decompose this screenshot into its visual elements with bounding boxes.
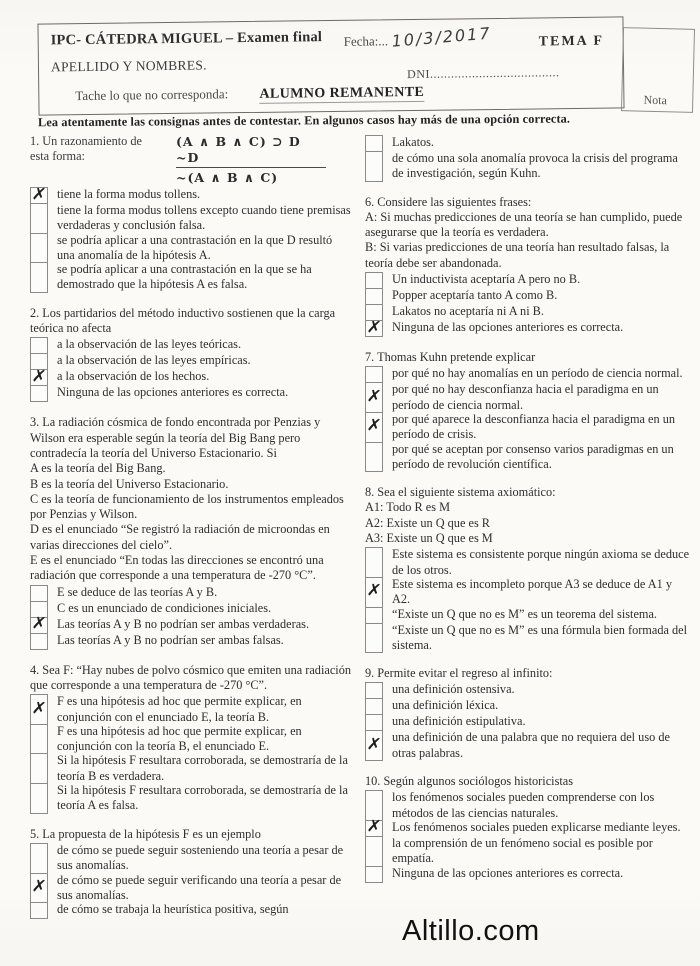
question-columns: [30, 134, 692, 932]
formula-line: (A ∧ B ∧ C) ⊃ D: [176, 134, 301, 149]
tache-row: [75, 84, 424, 105]
question-stem: D es el enunciado “Se registró la radiación de microondas en varias direcciones del cielo”.: [30, 522, 330, 552]
option-label: una definición estipulativa.: [392, 714, 526, 729]
question-q5: [30, 827, 352, 919]
left-column: [30, 134, 352, 932]
option-label: se podría aplicar a una contrastación en la que se ha demostrado que la hipótesis A es falsa.: [57, 262, 312, 292]
option-list: [30, 694, 352, 813]
option-label: Ninguna de las opciones anteriores es correcta.: [57, 385, 289, 400]
option-label: “Existe un Q que no es M” es un teorema del sistema.: [392, 606, 657, 621]
option-label: a la observación de los hechos.: [57, 369, 210, 384]
option-label: por qué no hay desconfianza hacia el paradigma en un período de ciencia normal.: [392, 382, 659, 412]
question-stem: C es la teoría de funcionamiento de los instrumentos empleados por Penzias y Wilson.: [30, 491, 344, 522]
option-list: [30, 183, 352, 293]
option-row: [365, 682, 692, 699]
option-row: [30, 783, 352, 814]
option-row: [365, 382, 692, 413]
question-q3: [30, 415, 352, 649]
question-stem: A3: Existe un Q que es M: [365, 531, 493, 546]
checkbox-unchecked: [30, 843, 48, 874]
exam-title: IPC- CÁTEDRA MIGUEL – Examen final: [50, 29, 323, 49]
question-stem: 8. Sea el siguiente sistema axiomático:: [365, 485, 556, 500]
option-row: [30, 873, 352, 904]
option-row: [365, 442, 692, 473]
option-row: [365, 135, 692, 152]
x-mark-icon: ✗: [365, 316, 383, 339]
option-row: [30, 633, 352, 650]
question-stem: 4. Sea F: “Hay nubes de polvo cósmico que emiten una radiación que corresponde a una temperatura de -270 °C”.: [30, 662, 351, 692]
option-label: F es una hipótesis ad hoc que permite explicar, en conjunción con la teoría B, el enunciado E.: [57, 723, 302, 754]
option-label: Este sistema es consistente porque ningún axioma se deduce de los otros.: [392, 547, 690, 577]
checkbox-unchecked: [365, 288, 383, 305]
question-stem: B: Si varias predicciones de una teoría han resultado falsas, la teoría debe ser abandonada.: [365, 240, 670, 270]
formula-line: ~(A ∧ B ∧ C): [176, 170, 279, 185]
question-q7: [365, 350, 692, 472]
fecha-field: [343, 23, 492, 51]
checkbox-checked: [365, 577, 383, 608]
option-row: [30, 262, 352, 293]
option-row: [30, 613, 352, 635]
checkbox-unchecked: [30, 783, 48, 814]
option-row: [30, 183, 352, 206]
option-list: [365, 272, 692, 337]
checkbox-checked: [365, 730, 383, 761]
option-list: [365, 366, 692, 472]
logic-formula: [158, 134, 352, 186]
fecha-label: Fecha:...: [343, 33, 389, 49]
checkbox-unchecked: [365, 714, 383, 731]
nota-grade-box: [621, 27, 695, 113]
option-label: Las teorías A y B no podrían ser ambas verdaderas.: [57, 616, 310, 631]
question-q4: [30, 663, 352, 814]
altillo-watermark: Altillo.com: [402, 915, 540, 947]
checkbox-unchecked: [365, 547, 383, 578]
question-q5-continuation: [365, 135, 692, 182]
question-stem: A: Si muchas predicciones de una teoría se han cumplido, puede asegurarse que la teoría es verdadera.: [365, 209, 683, 240]
option-label: C es un enunciado de condiciones iniciales.: [57, 600, 272, 615]
option-label: Las teorías A y B no podrían ser ambas falsas.: [57, 632, 284, 647]
option-row: [365, 316, 692, 339]
option-label: Ninguna de las opciones anteriores es correcta.: [392, 320, 624, 335]
option-row: [30, 694, 352, 725]
option-label: una definición léxica.: [392, 698, 499, 713]
fecha-handwritten-value: 10/3/2017: [390, 23, 492, 51]
option-row: [365, 547, 692, 578]
option-row: [365, 730, 692, 761]
question-q9: [365, 666, 692, 761]
option-row: [30, 902, 352, 919]
option-label: Si la hipótesis F resultara corroborada, se demostraría de la teoría B es verdadera.: [57, 753, 348, 783]
option-row: [365, 790, 692, 821]
checkbox-unchecked: [30, 724, 48, 755]
x-mark-icon: ✗: [30, 183, 48, 206]
option-row: [365, 816, 692, 839]
question-q8: [365, 485, 692, 653]
checkbox-unchecked: [30, 262, 48, 293]
nota-label: Nota: [643, 92, 668, 108]
option-label: Lakatos no aceptaría ni A ni B.: [392, 304, 544, 319]
checkbox-unchecked: [365, 442, 383, 473]
x-mark-icon: ✗: [30, 365, 48, 388]
checkbox-unchecked: [365, 698, 383, 715]
checkbox-checked: [365, 816, 383, 839]
checkbox-unchecked: [365, 623, 383, 654]
option-label: Si la hipótesis F resultara corroborada, se demostraría de la teoría A es falsa.: [57, 783, 348, 813]
option-row: [30, 233, 352, 264]
dni-label: DNI.....................................: [407, 65, 560, 82]
x-mark-icon: ✗: [365, 385, 383, 408]
question-stem: 3. La radiación cósmica de fondo encontrada por Penzias y Wilson era esperable según la teoría del Big Bang pero contradecía la teoría del Universo Estacionario. Si: [30, 415, 321, 460]
checkbox-unchecked: [30, 585, 48, 602]
x-mark-icon: ✗: [30, 875, 48, 898]
checkbox-checked: [365, 316, 383, 339]
x-mark-icon: ✗: [30, 613, 48, 635]
question-q1: [30, 134, 352, 293]
question-stem: 1. Un razonamiento de esta forma:: [30, 134, 142, 164]
option-row: [30, 585, 352, 602]
formula-line: ~D: [176, 150, 326, 168]
question-stem: E es el enunciado “En todas las direcciones se encontró una radiación que corresponde a una temperatura de -270 °C”.: [30, 553, 324, 583]
option-row: [30, 843, 352, 874]
option-label: por qué no hay anomalías en un período de ciencia normal.: [392, 366, 683, 381]
option-row: [30, 353, 352, 370]
option-list: [30, 585, 352, 650]
question-stem: 2. Los partidarios del método inductivo sostienen que la carga teórica no afecta: [30, 305, 336, 336]
option-label: se podría aplicar a una contrastación en la que D resultó una anomalía de la hipótesis A.: [57, 232, 333, 262]
checkbox-unchecked: [365, 866, 383, 883]
option-label: a la observación de las leyes empíricas.: [57, 353, 251, 368]
option-label: E se deduce de las teorías A y B.: [57, 584, 218, 599]
checkbox-checked: [30, 694, 48, 725]
checkbox-checked: [365, 382, 383, 413]
option-row: [30, 337, 352, 354]
option-label: por qué se aceptan por consenso varios paradigmas en un período de revolución científica.: [392, 441, 674, 471]
option-label: Un inductivista aceptaría A pero no B.: [392, 272, 581, 287]
x-mark-icon: ✗: [30, 697, 48, 720]
checkbox-unchecked: [30, 233, 48, 264]
option-label: los fenómenos sociales pueden comprenderse con los métodos de las ciencias naturales.: [392, 790, 655, 820]
question-stem: 9. Permite evitar el regreso al infinito:: [365, 666, 553, 681]
option-row: [365, 304, 692, 321]
checkbox-unchecked: [365, 272, 383, 289]
checkbox-checked: [30, 365, 48, 388]
option-label: Este sistema es incompleto porque A3 se deduce de A1 y A2.: [392, 576, 673, 607]
option-row: [30, 365, 352, 388]
option-list: [365, 790, 692, 882]
option-row: [30, 724, 352, 755]
option-row: [30, 385, 352, 402]
option-label: Los fenómenos sociales pueden explicarse mediante leyes.: [392, 819, 681, 834]
option-label: tiene la forma modus tollens.: [57, 187, 201, 201]
checkbox-checked: [365, 412, 383, 443]
checkbox-unchecked: [30, 902, 48, 919]
checkbox-unchecked: [365, 135, 383, 152]
option-row: [365, 607, 692, 624]
option-row: [365, 714, 692, 731]
option-label: de cómo se puede seguir verificando una teoría a pesar de sus anomalías.: [57, 872, 342, 902]
question-stem-with-formula: [30, 134, 352, 186]
tema-label: TEMA F: [538, 33, 605, 50]
instructions-text: Lea atentamente las consignas antes de contestar. En algunos casos hay más de una opción correcta.: [37, 111, 571, 130]
option-row: [365, 412, 692, 443]
checkbox-unchecked: [30, 203, 48, 234]
checkbox-checked: [30, 183, 48, 206]
checkbox-unchecked: [30, 633, 48, 650]
question-stem: A2: Existe un Q que es R: [365, 515, 491, 530]
option-label: “Existe un Q que no es M” es una fórmula bien formada del sistema.: [392, 622, 688, 652]
checkbox-checked: [30, 873, 48, 904]
checkbox-unchecked: [365, 836, 383, 867]
option-row: [365, 272, 692, 289]
question-q6: [365, 195, 692, 337]
option-row: [365, 151, 692, 182]
option-row: [365, 836, 692, 867]
option-row: [365, 366, 692, 383]
question-stem: 5. La propuesta de la hipótesis F es un ejemplo: [30, 826, 261, 841]
option-row: [30, 203, 352, 234]
option-label: de cómo una sola anomalía provoca la crisis del programa de investigación, según Kuhn.: [392, 151, 678, 181]
right-column: [365, 134, 692, 932]
checkbox-unchecked: [30, 385, 48, 402]
x-mark-icon: ✗: [365, 816, 383, 839]
option-list: [365, 135, 692, 182]
option-label: tiene la forma modus tollens excepto cuando tiene premisas verdaderas y conclusión falsa.: [57, 203, 351, 233]
option-row: [365, 288, 692, 305]
option-row: [365, 623, 692, 654]
x-mark-icon: ✗: [365, 733, 383, 756]
option-label: Lakatos.: [392, 135, 435, 149]
checkbox-unchecked: [365, 151, 383, 182]
option-row: [365, 698, 692, 715]
option-label: de cómo se trabaja la heurística positiva, según: [57, 902, 289, 917]
question-stem: 6. Considere las siguientes frases:: [365, 194, 532, 209]
option-label: de cómo se puede seguir sosteniendo una teoría a pesar de sus anomalías.: [57, 842, 344, 873]
option-label: una definición de una palabra que no requiera del uso de otras palabras.: [392, 730, 670, 760]
option-label: a la observación de las leyes teóricas.: [57, 337, 242, 352]
question-stem: A es la teoría del Big Bang.: [30, 461, 166, 476]
question-stem: 7. Thomas Kuhn pretende explicar: [365, 350, 536, 365]
option-label: Ninguna de las opciones anteriores es correcta.: [392, 865, 624, 880]
tache-label: Tache lo que no corresponda:: [75, 86, 229, 104]
option-label: la comprensión de un fenómeno social es posible por empatía.: [392, 835, 653, 866]
question-stem: A1: Todo R es M: [365, 500, 450, 515]
alumno-remanente-label: ALUMNO REMANENTE: [259, 84, 425, 102]
question-stem: 10. Según algunos sociólogos historicistas: [365, 774, 574, 789]
option-row: [30, 601, 352, 618]
question-stem: B es la teoría del Universo Estacionario.: [30, 476, 229, 491]
option-label: una definición ostensiva.: [392, 682, 515, 697]
checkbox-unchecked: [30, 753, 48, 784]
exam-header-box: [37, 16, 624, 115]
checkbox-unchecked: [365, 682, 383, 699]
checkbox-checked: [30, 613, 48, 635]
option-label: por qué aparece la desconfianza hacia el paradigma en un período de crisis.: [392, 411, 676, 442]
option-list: [30, 843, 352, 919]
option-row: [365, 577, 692, 608]
question-q2: [30, 306, 352, 403]
option-label: Popper aceptaría tanto A como B.: [392, 288, 558, 303]
option-label: F es una hipótesis ad hoc que permite explicar, en conjunción con el enunciado E, la teoría B.: [57, 694, 302, 724]
option-list: [365, 682, 692, 761]
option-list: [365, 547, 692, 653]
option-list: [30, 337, 352, 402]
apellido-nombres-label: APELLIDO Y NOMBRES.: [50, 57, 207, 75]
checkbox-unchecked: [365, 366, 383, 383]
question-q10: [365, 774, 692, 882]
x-mark-icon: ✗: [365, 415, 383, 437]
option-row: [365, 866, 692, 883]
checkbox-unchecked: [30, 337, 48, 354]
x-mark-icon: ✗: [365, 580, 383, 602]
option-row: [30, 753, 352, 784]
checkbox-unchecked: [365, 607, 383, 624]
